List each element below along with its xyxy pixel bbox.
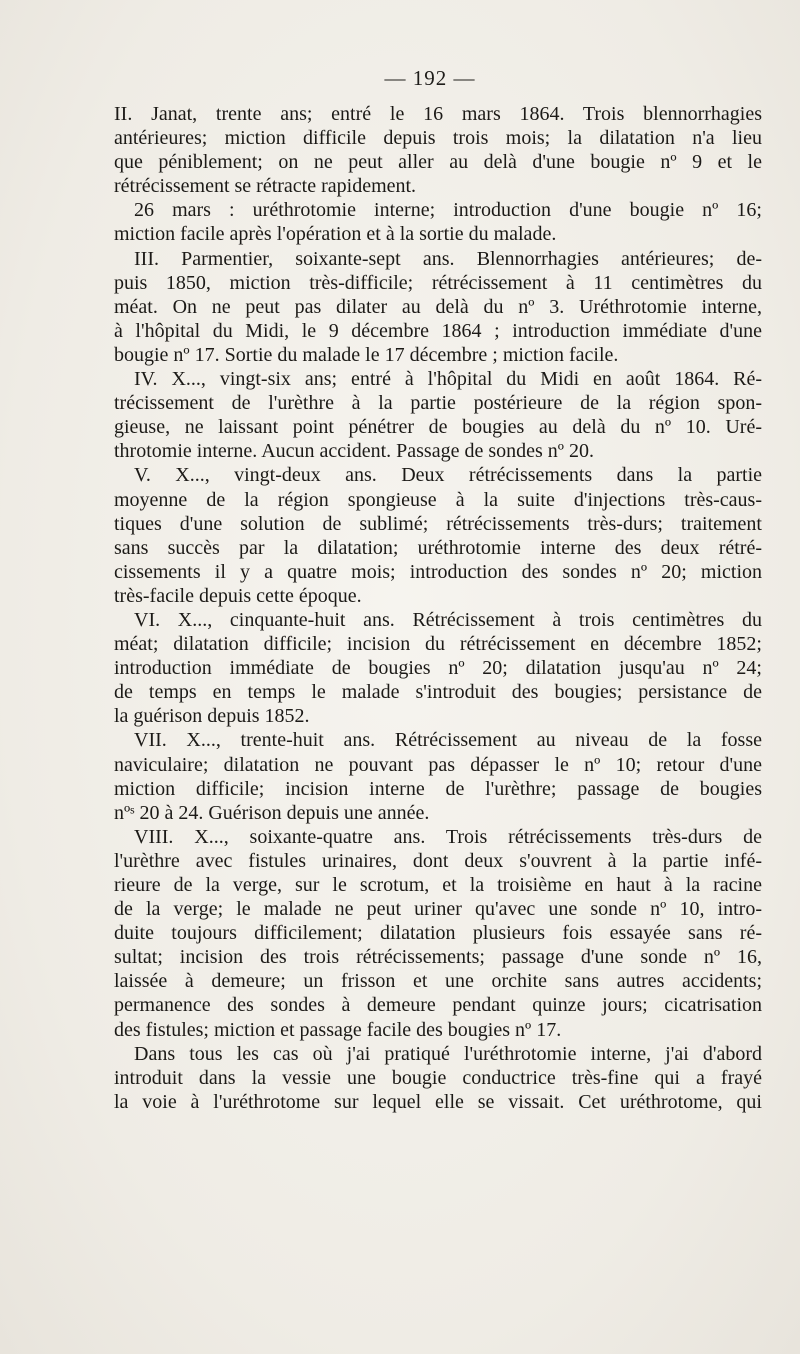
text-line: introduit dans la vessie une bougie conductrice très-fine qui a frayé [114,1066,762,1089]
text-line: VI. X..., cinquante-huit ans. Rétrécissement à trois centimètres du [134,608,762,631]
text-line: gieuse, ne laissant point pénétrer de bougies au delà du nº 10. Uré- [114,416,762,439]
text-line: la guérison depuis 1852. [114,705,310,728]
text-line: méat. On ne peut pas dilater au delà du nº 3. Uréthrotomie interne, [114,295,762,318]
text-line: antérieures; miction difficile depuis trois mois; la dilatation n'a lieu [114,127,762,150]
text-line: naviculaire; dilatation ne pouvant pas dépasser le nº 10; retour d'une [114,753,762,776]
text-line: que péniblement; on ne peut aller au delà d'une bougie nº 9 et le [114,151,762,174]
text-line: throtomie interne. Aucun accident. Passage de sondes nº 20. [114,440,594,463]
text-line: miction difficile; incision interne de l'urèthre; passage de bougies [114,777,762,800]
text-line: permanence des sondes à demeure pendant quinze jours; cicatrisation [114,994,762,1017]
text-line: duite toujours difficilement; dilatation plusieurs fois essayée sans ré- [114,922,762,945]
text-line: de temps en temps le malade s'introduit des bougies; persistance de [114,681,762,704]
text-line: puis 1850, miction très-difficile; rétrécissement à 11 centimètres du [114,271,762,294]
text-line: nºˢ 20 à 24. Guérison depuis une année. [114,801,430,824]
text-line: III. Parmentier, soixante-sept ans. Blennorrhagies antérieures; de- [134,247,762,270]
text-line: introduction immédiate de bougies nº 20; dilatation jusqu'au nº 24; [114,657,762,680]
text-line: sultat; incision des trois rétrécissements; passage d'une sonde nº 16, [114,946,762,969]
text-line: méat; dilatation difficile; incision du rétrécissement en décembre 1852; [114,633,762,656]
text-line: l'urèthre avec fistules urinaires, dont deux s'ouvrent à la partie infé- [114,849,762,872]
page-number: — 192 — [384,66,476,90]
text-line: V. X..., vingt-deux ans. Deux rétrécissements dans la partie [134,464,762,487]
text-line: rétrécissement se rétracte rapidement. [114,175,417,198]
body-text [114,102,762,1114]
text-line: VIII. X..., soixante-quatre ans. Trois rétrécissements très-durs de [134,825,762,848]
text-line: moyenne de la région spongieuse à la suite d'injections très-caus- [114,488,762,511]
text-line: Dans tous les cas où j'ai pratiqué l'uréthrotomie interne, j'ai d'abord [134,1042,762,1065]
text-line: bougie nº 17. Sortie du malade le 17 décembre ; miction facile. [114,343,619,366]
text-line: très-facile depuis cette époque. [114,584,362,607]
text-line: tiques d'une solution de sublimé; rétrécissements très-durs; traitement [114,512,762,535]
text-line: sans succès par la dilatation; uréthrotomie interne des deux rétré- [114,536,762,559]
text-line: miction facile après l'opération et à la sortie du malade. [114,223,557,246]
text-line: à l'hôpital du Midi, le 9 décembre 1864 ; introduction immédiate d'une [114,319,762,342]
text-line: IV. X..., vingt-six ans; entré à l'hôpital du Midi en août 1864. Ré- [134,368,762,391]
text-line: des fistules; miction et passage facile des bougies nº 17. [114,1018,562,1041]
text-line: la voie à l'uréthrotome sur lequel elle se vissait. Cet uréthrotome, qui [114,1090,762,1113]
text-line: de la verge; le malade ne peut uriner qu'avec une sonde nº 10, intro- [114,898,762,921]
text-line: cissements il y a quatre mois; introduction des sondes nº 20; miction [114,560,762,583]
text-line: VII. X..., trente-huit ans. Rétrécissement au niveau de la fosse [134,729,762,752]
text-line: rieure de la verge, sur le scrotum, et la troisième en haut à la racine [114,874,762,896]
text-line: trécissement de l'urèthre à la partie postérieure de la région spon- [114,392,762,415]
text-line: II. Janat, trente ans; entré le 16 mars 1864. Trois blennorrhagies [114,103,762,125]
text-line: 26 mars : uréthrotomie interne; introduction d'une bougie nº 16; [134,199,762,222]
text-line: laissée à demeure; un frisson et une orchite sans autres accidents; [114,970,762,993]
